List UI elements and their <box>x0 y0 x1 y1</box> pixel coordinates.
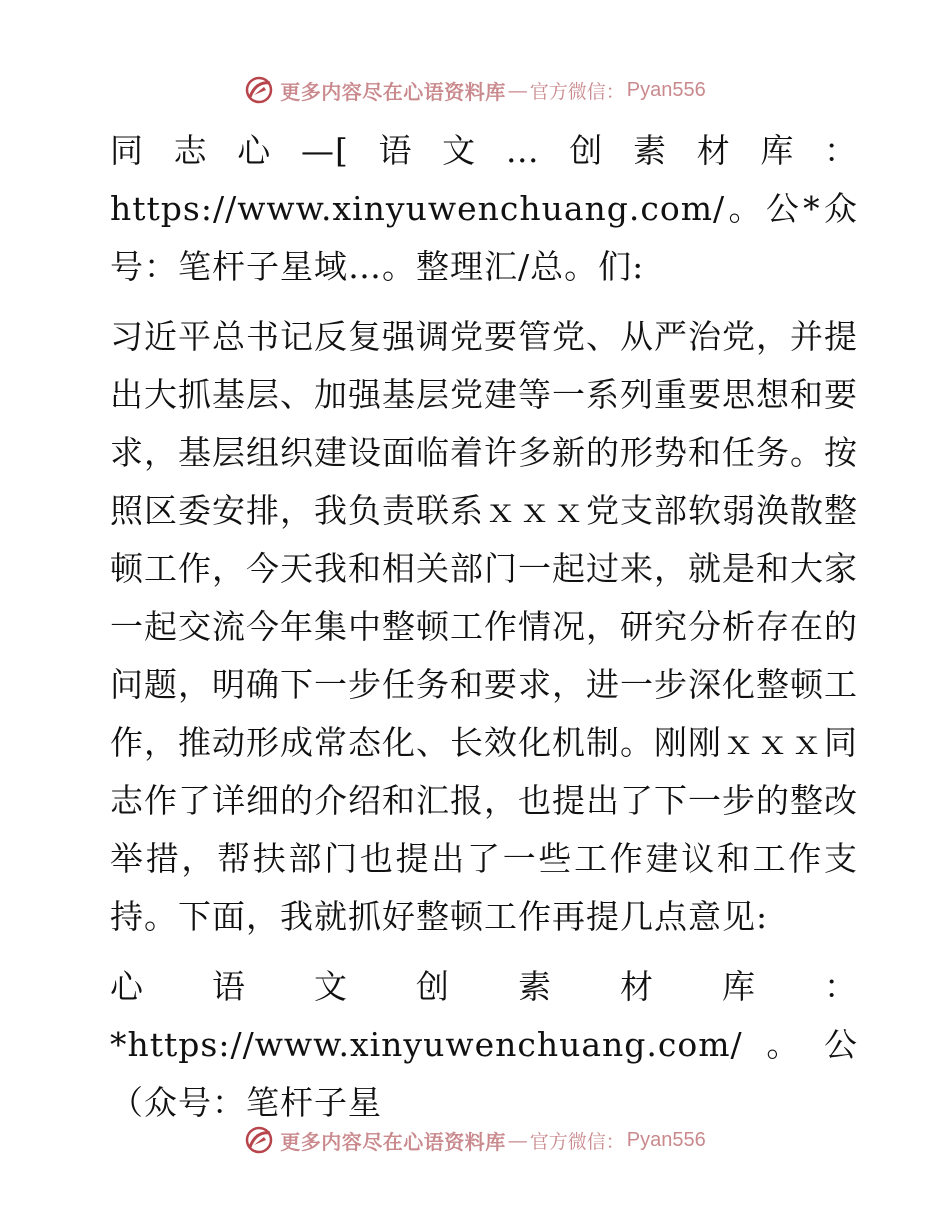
banner-dash: — <box>507 1128 528 1152</box>
footer-watermark-banner <box>0 1120 950 1160</box>
document-body <box>98 122 858 1144</box>
header-watermark-banner <box>0 70 950 110</box>
pen-logo-icon <box>244 75 274 105</box>
paragraph-1: 同志心—[语文…创素材库：https://www.xinyuwenchuang.com/。公*众号：笔杆子星域…。整理汇/总。们: <box>110 131 858 286</box>
pen-logo-icon <box>244 1125 274 1155</box>
banner-sub-text: 官方微信： <box>529 80 625 103</box>
paragraph-2: 习近平总书记反复强调党要管党、从严治党，并提出大抓基层、加强基层党建等一系列重要思想和要求，基层组织建设面临着许多新的形势和任务。按照区委安排，我负责联系ｘｘｘ党支部软弱涣散整顿工作，今天我和相关部门一起过来，就是和大家一起交流今年集中整顿工作情况，研究分析存在的问题，明确下一步任务和要求，进一步深化整顿工作，推动形成常态化、长效化机制。刚刚ｘｘｘ同志作了详细的介绍和汇报，也提出了下一步的整改举措，帮扶部门也提出了一些工作建议和工作支持。下面，我就抓好整顿工作再提几点意见: <box>110 317 858 936</box>
banner-wechat-id: Pyan556 <box>626 1128 706 1151</box>
banner-sub-text: 官方微信： <box>529 1130 625 1153</box>
banner-dash: — <box>507 78 528 102</box>
banner-main-text: 更多内容尽在心语资料库 <box>280 1129 506 1154</box>
paragraph-3: 心语文创素材库：*https://www.xinyuwenchuang.com/。公（众号：笔杆子星 <box>110 967 858 1122</box>
banner-wechat-id: Pyan556 <box>626 78 706 101</box>
banner-main-text: 更多内容尽在心语资料库 <box>280 79 506 104</box>
